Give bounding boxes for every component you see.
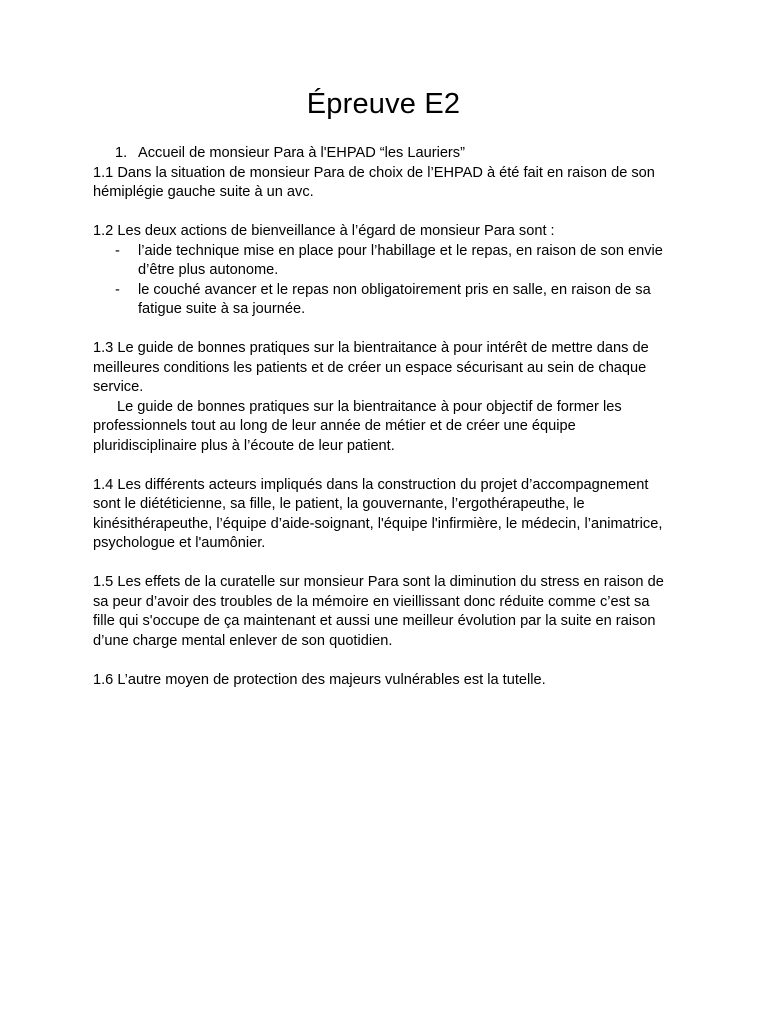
paragraph-1-2-intro: 1.2 Les deux actions de bienveillance à l’égard de monsieur Para sont :: [93, 223, 555, 239]
section-heading-1: [93, 144, 674, 164]
paragraph-1-6: 1.6 L’autre moyen de protection des majeurs vulnérables est la tutelle.: [93, 671, 546, 688]
paragraph-gap: [93, 203, 674, 223]
paragraph-1-4: 1.4 Les différents acteurs impliqués dans la construction du projet d’accompagnement sont le diététicienne, sa fille, le patient, la gouvernante, l’ergothérapeuthe, le kinésithérapeuthe, l’équipe d’aide-soignant, l'équipe l'infirmière, le médecin, l’animatrice, psychologue et l'aumônier.: [93, 476, 663, 551]
paragraph-gap: [93, 554, 674, 574]
bullet-marker: -: [115, 281, 120, 298]
list-item: [93, 281, 674, 320]
paragraph-gap: [93, 456, 674, 476]
paragraph-gap: [93, 651, 674, 671]
paragraph-1-3: 1.3 Le guide de bonnes pratiques sur la bientraitance à pour intérêt de mettre dans de meilleures conditions les patients et de créer un espace sécurisant au sein de chaque service.: [93, 340, 649, 395]
document-body: [93, 144, 674, 690]
section-number: 1.: [115, 145, 128, 161]
list-item-text: l’aide technique mise en place pour l’habillage et le repas, en raison de son envie d’être plus autonome.: [138, 242, 663, 278]
paragraph-1-3-continued: Le guide de bonnes pratiques sur la bientraitance à pour objectif de former les professionnels tout au long de leur année de métier et de créer une équipe pluridisciplinaire plus à l’écoute de leur patient.: [93, 398, 622, 454]
list-item: [93, 242, 674, 281]
page-title: Épreuve E2: [306, 88, 461, 120]
bullet-marker: -: [115, 242, 120, 259]
paragraph-gap: [93, 320, 674, 340]
list-item-text: le couché avancer et le repas non obligatoirement pris en salle, en raison de sa fatigue suite à sa journée.: [138, 281, 651, 317]
paragraph-1-5: 1.5 Les effets de la curatelle sur monsieur Para sont la diminution du stress en raison de sa peur d’avoir des troubles de la mémoire en vieillissant donc réduite comme c’est sa fille qui s'occupe de ça maintenant et aussi une meilleur évolution par la suite en raison d’une charge mental enlever de son quotidien.: [93, 574, 664, 649]
section-heading-text: Accueil de monsieur Para à l'EHPAD “les Lauriers”: [138, 145, 465, 161]
paragraph-1-1: 1.1 Dans la situation de monsieur Para de choix de l’EHPAD à été fait en raison de son hémiplégie gauche suite à un avc.: [93, 164, 655, 200]
